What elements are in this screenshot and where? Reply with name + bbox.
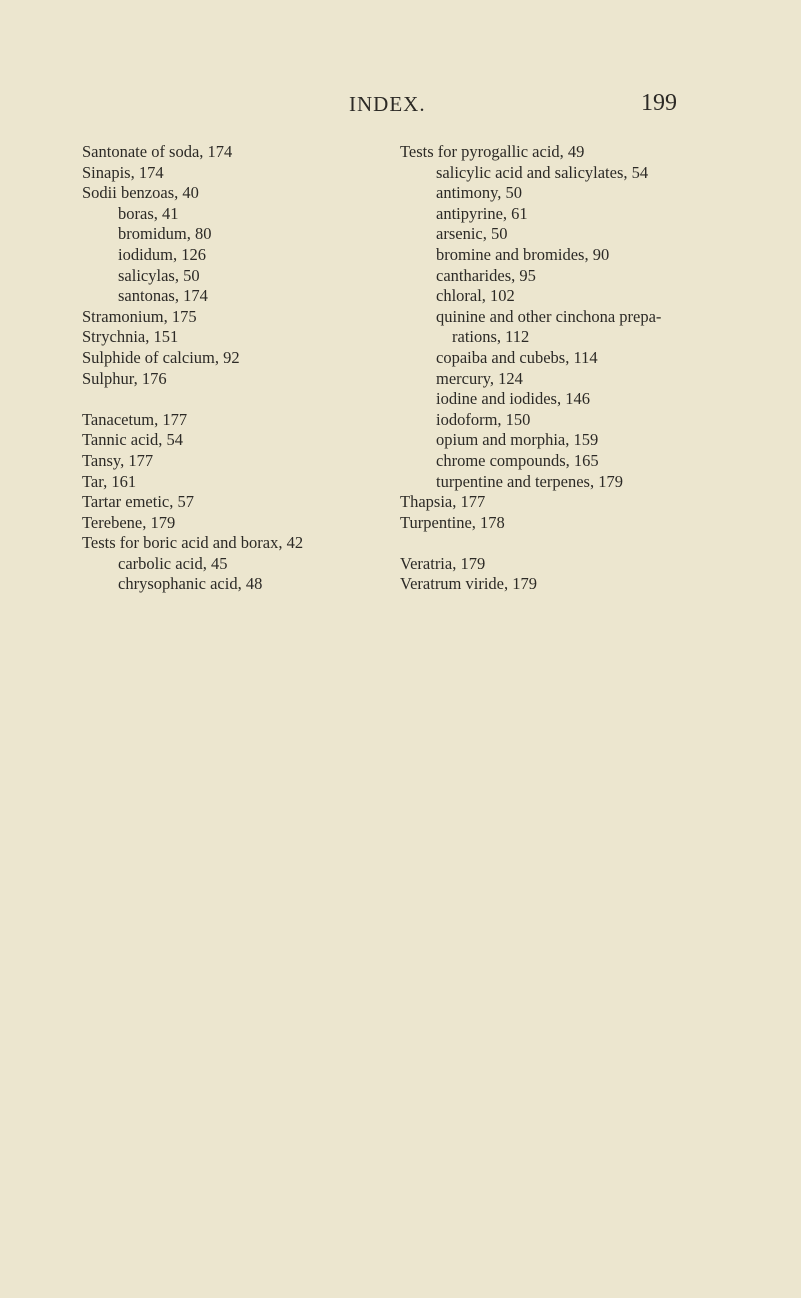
index-entry: turpentine and terpenes, 179 <box>436 471 623 491</box>
index-entry: Veratrum viride, 179 <box>400 574 538 594</box>
index-entry: Terebene, 179 <box>82 512 176 532</box>
index-entry: Strychnia, 151 <box>82 327 179 347</box>
index-entry: santonas, 174 <box>118 286 208 306</box>
index-entry: antimony, 50 <box>436 183 523 203</box>
index-entry: Sulphur, 176 <box>82 368 167 388</box>
index-entry: boras, 41 <box>118 203 179 223</box>
page-header-title: INDEX. <box>349 92 426 116</box>
index-entry: Turpentine, 178 <box>400 512 505 532</box>
index-entry: salicylic acid and salicylates, 54 <box>436 162 649 182</box>
index-entry: bromine and bromides, 90 <box>436 244 610 264</box>
index-entry: Tansy, 177 <box>82 450 154 470</box>
index-entry: Sodii benzoas, 40 <box>82 183 199 203</box>
index-entry: Tests for pyrogallic acid, 49 <box>400 142 585 161</box>
index-entry: chloral, 102 <box>436 286 515 306</box>
index-entry: chrysophanic acid, 48 <box>118 574 263 594</box>
index-spacer <box>82 389 382 410</box>
index-entry: iodine and iodides, 146 <box>436 389 590 409</box>
index-entry: Sulphide of calcium, 92 <box>82 347 240 367</box>
index-entry: copaiba and cubebs, 114 <box>436 347 598 367</box>
index-spacer <box>400 533 780 554</box>
index-entry: cantharides, 95 <box>436 265 536 285</box>
index-entry: carbolic acid, 45 <box>118 553 228 573</box>
index-column-right <box>400 142 780 595</box>
index-entry: Stramonium, 175 <box>82 306 197 326</box>
index-entry: Tannic acid, 54 <box>82 430 184 450</box>
index-entry: iodidum, 126 <box>118 244 207 264</box>
index-entry: bromidum, 80 <box>118 224 212 244</box>
index-entry: opium and morphia, 159 <box>436 430 599 450</box>
index-entry: chrome compounds, 165 <box>436 450 599 470</box>
index-entry: Thapsia, 177 <box>400 492 486 512</box>
index-entry: iodoform, 150 <box>436 409 531 429</box>
index-entry: mercury, 124 <box>436 368 523 388</box>
index-entry: quinine and other cinchona prepa- <box>436 306 662 326</box>
index-column-left <box>82 142 382 595</box>
index-entry: Sinapis, 174 <box>82 162 164 182</box>
page-number: 199 <box>641 90 677 116</box>
index-entry: salicylas, 50 <box>118 265 200 285</box>
index-entry: Veratria, 179 <box>400 553 486 573</box>
index-entry: Tar, 161 <box>82 471 137 491</box>
index-entry: rations, 112 <box>452 327 530 347</box>
index-entry: arsenic, 50 <box>436 224 508 244</box>
index-entry: Tanacetum, 177 <box>82 409 188 429</box>
index-entry: Tests for boric acid and borax, 42 <box>82 533 304 553</box>
index-entry: Santonate of soda, 174 <box>82 142 233 161</box>
index-entry: antipyrine, 61 <box>436 203 528 223</box>
index-entry: Tartar emetic, 57 <box>82 492 194 512</box>
